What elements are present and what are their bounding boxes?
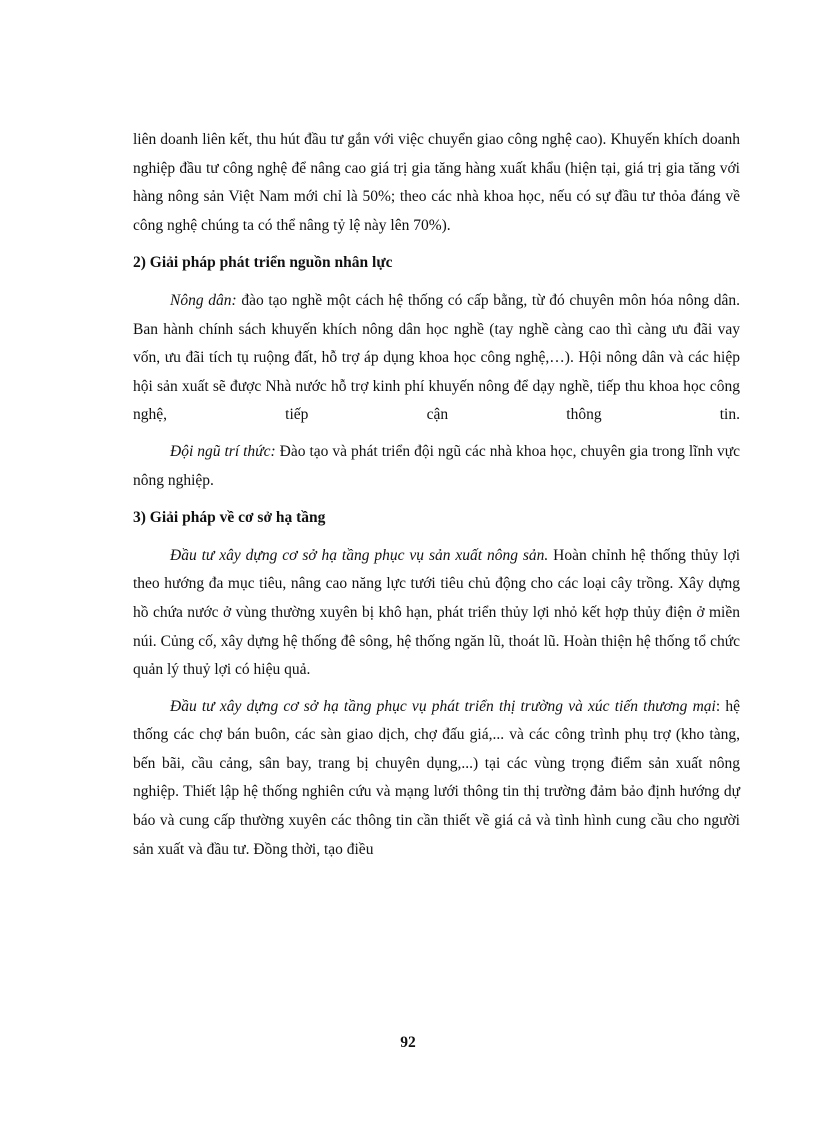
infrastructure-lead: Đầu tư xây dựng cơ sở hạ tầng phục vụ sản xuất nông sản. [170,546,549,564]
infrastructure-text: Hoàn chỉnh hệ thống thủy lợi theo hướng đa mục tiêu, nâng cao năng lực tưới tiêu chủ động cho các loại cây trồng. Xây dựng hồ chứa nước ở vùng thường xuyên bị khô hạn, phát triển thủy lợi nhỏ kết hợp thủy điện ở miền núi. Củng cố, xây dựng hệ thống đê sông, hệ thống ngăn lũ, thoát lũ. Hoàn thiện hệ thống tổ chức quản lý thuỷ lợi có hiệu quả. [133,546,740,679]
intellectuals-text: Đào tạo và phát triển đội ngũ các nhà khoa học, chuyên gia trong lĩnh vực nông nghiệp. [133,442,740,489]
intellectuals-paragraph [133,438,740,495]
market-paragraph [133,693,740,865]
heading-human-resources: 2) Giải pháp phát triển nguồn nhân lực [133,254,393,272]
intro-paragraph: liên doanh liên kết, thu hút đầu tư gắn với việc chuyển giao công nghệ cao). Khuyến khích doanh nghiệp đầu tư công nghệ để nâng cao giá trị gia tăng hàng xuất khẩu (hiện tại, giá trị gia tăng với hàng nông sản Việt Nam mới chỉ là 50%; theo các nhà khoa học, nếu có sự đầu tư thỏa đáng về công nghệ chúng ta có thể nâng tỷ lệ này lên 70%). [133,131,740,234]
market-text: : hệ thống các chợ bán buôn, các sàn giao dịch, chợ đấu giá,... và các công trình phụ trợ (kho tàng, bến bãi, cầu cảng, sân bay, trang bị chuyên dụng,...) tại các vùng trọng điểm sản xuất nông nghiệp. Thiết lập hệ thống nghiên cứu và mạng lưới thông tin thị trường đảm bảo định hướng dự báo và cung cấp thường xuyên các thông tin cần thiết về giá cả và tình hình cung cầu cho người sản xuất và đầu tư. Đồng thời, tạo điều [133,697,740,858]
heading-infrastructure: 3) Giải pháp về cơ sở hạ tầng [133,509,326,527]
market-lead: Đầu tư xây dựng cơ sở hạ tầng phục vụ phát triển thị trường và xúc tiến thương mại [170,697,716,715]
intellectuals-lead: Đội ngũ trí thức: [170,442,276,460]
page-body [133,126,740,864]
farmers-text: đào tạo nghề một cách hệ thống có cấp bằng, từ đó chuyên môn hóa nông dân. Ban hành chính sách khuyến khích nông dân học nghề (tay nghề càng cao thì càng ưu đãi vay vốn, ưu đãi tích tụ ruộng đất, hỗ trợ áp dụng khoa học công nghệ,…). Hội nông dân và các hiệp hội sản xuất sẽ được Nhà nước hỗ trợ kinh phí khuyến nông để dạy nghề, tiếp thu khoa học công nghệ, tiếp cận thông tin. [133,291,740,424]
infrastructure-paragraph [133,542,740,685]
farmers-lead: Nông dân: [170,291,237,309]
farmers-paragraph [133,287,740,430]
page-number: 92 [400,1034,416,1051]
